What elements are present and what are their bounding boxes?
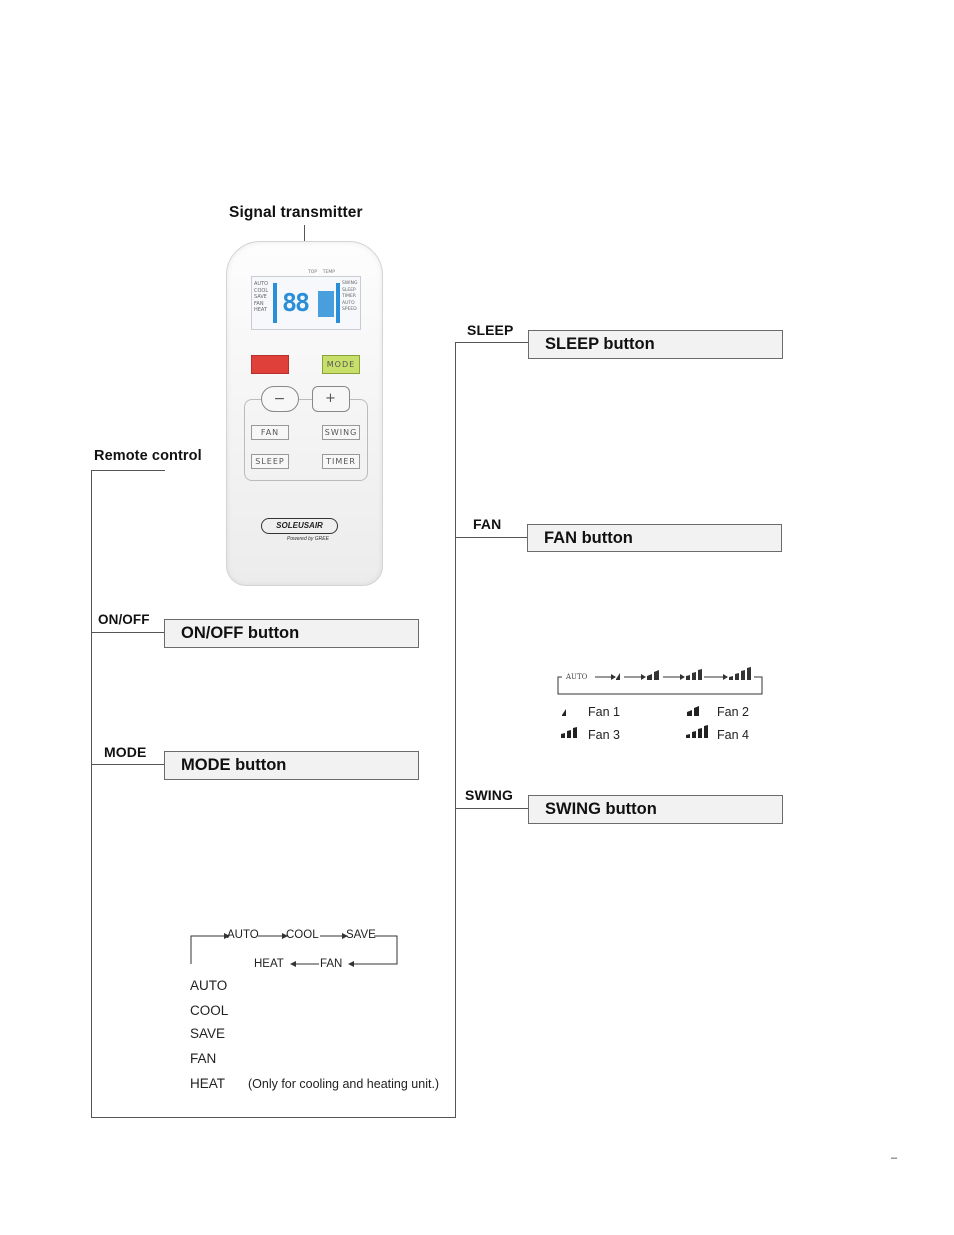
- remote-swing-button[interactable]: SWING: [322, 425, 360, 440]
- mode-button-box: MODE button: [164, 751, 419, 780]
- fan-legend-1: Fan 1: [588, 705, 620, 719]
- lcd-right-1: SLEEP: [342, 287, 356, 293]
- onoff-line: [91, 632, 164, 633]
- powered-by-logo: Powered by GREE: [287, 536, 329, 542]
- mode-list-cool: COOL: [190, 1003, 229, 1018]
- lcd-display: [251, 270, 361, 330]
- remote-control-label: Remote control: [94, 448, 202, 464]
- fan-legend-4: Fan 4: [717, 728, 749, 742]
- fan-legend-3: Fan 3: [588, 728, 620, 742]
- cycle-heat: HEAT: [254, 958, 284, 970]
- fan-line: [455, 537, 527, 538]
- fan-cycle-auto: AUTO: [566, 673, 588, 681]
- lcd-left-3: FAN: [254, 300, 264, 307]
- mode-line: [91, 764, 164, 765]
- swing-line: [455, 808, 528, 809]
- fan-button-box: FAN button: [527, 524, 782, 552]
- lcd-left-arrows: [273, 283, 277, 323]
- sleep-tag: SLEEP: [467, 322, 514, 338]
- lcd-left-2: SAVE: [254, 294, 267, 301]
- lcd-right-3: AUTO: [342, 300, 355, 306]
- cycle-cool: COOL: [286, 929, 319, 941]
- mode-tag: MODE: [104, 744, 147, 760]
- fan-tag: FAN: [473, 516, 502, 532]
- swing-button-box: SWING button: [528, 795, 783, 824]
- mode-list-heat: HEAT: [190, 1076, 226, 1091]
- lcd-top-0: TOP: [308, 270, 318, 275]
- cycle-save: SAVE: [346, 929, 376, 941]
- swing-tag: SWING: [465, 787, 513, 803]
- right-bracket-line: [455, 342, 456, 1118]
- sleep-line: [455, 342, 528, 343]
- lcd-left-1: COOL: [254, 287, 269, 294]
- page-mark: –: [891, 1152, 898, 1164]
- remote-minus-button[interactable]: −: [261, 386, 299, 412]
- fan-cycle-diagram: [553, 664, 767, 698]
- remote-timer-button[interactable]: TIMER: [322, 454, 360, 469]
- mode-list-fan: FAN: [190, 1051, 217, 1066]
- lcd-right-2: TIMER: [342, 294, 356, 300]
- onoff-tag: ON/OFF: [98, 612, 150, 627]
- left-bracket-line: [91, 470, 92, 1118]
- cycle-auto: AUTO: [227, 929, 259, 941]
- remote-label-line: [91, 470, 165, 471]
- lcd-left-4: HEAT: [254, 307, 268, 314]
- lcd-left-0: AUTO: [254, 281, 269, 287]
- lcd-right-0: SWING: [342, 281, 358, 286]
- lcd-fan-indicator: [318, 291, 334, 317]
- lcd-right-4: SPEED: [342, 307, 357, 313]
- brand-logo: SOLEUSAIR: [261, 518, 338, 534]
- lcd-top-1: TEMP: [322, 270, 335, 275]
- fan-legend-2: Fan 2: [717, 705, 749, 719]
- remote-mode-button[interactable]: MODE: [322, 355, 360, 374]
- remote-onoff-button[interactable]: [251, 355, 289, 374]
- bottom-bracket-line: [91, 1117, 456, 1118]
- lcd-digits: 88: [282, 288, 309, 317]
- remote-plus-button[interactable]: +: [312, 386, 350, 412]
- lcd-right-arrows: [336, 283, 340, 323]
- remote-sleep-button[interactable]: SLEEP: [251, 454, 289, 469]
- mode-list-save: SAVE: [190, 1026, 226, 1041]
- transmitter-leader-line: [304, 225, 305, 241]
- onoff-button-box: ON/OFF button: [164, 619, 419, 648]
- cycle-fan: FAN: [320, 958, 343, 970]
- heat-note: (Only for cooling and heating unit.): [248, 1077, 440, 1091]
- signal-transmitter-label: Signal transmitter: [229, 204, 363, 221]
- remote-control-image: [226, 241, 383, 586]
- sleep-button-box: SLEEP button: [528, 330, 783, 359]
- mode-list-auto: AUTO: [190, 978, 228, 993]
- remote-fan-button[interactable]: FAN: [251, 425, 289, 440]
